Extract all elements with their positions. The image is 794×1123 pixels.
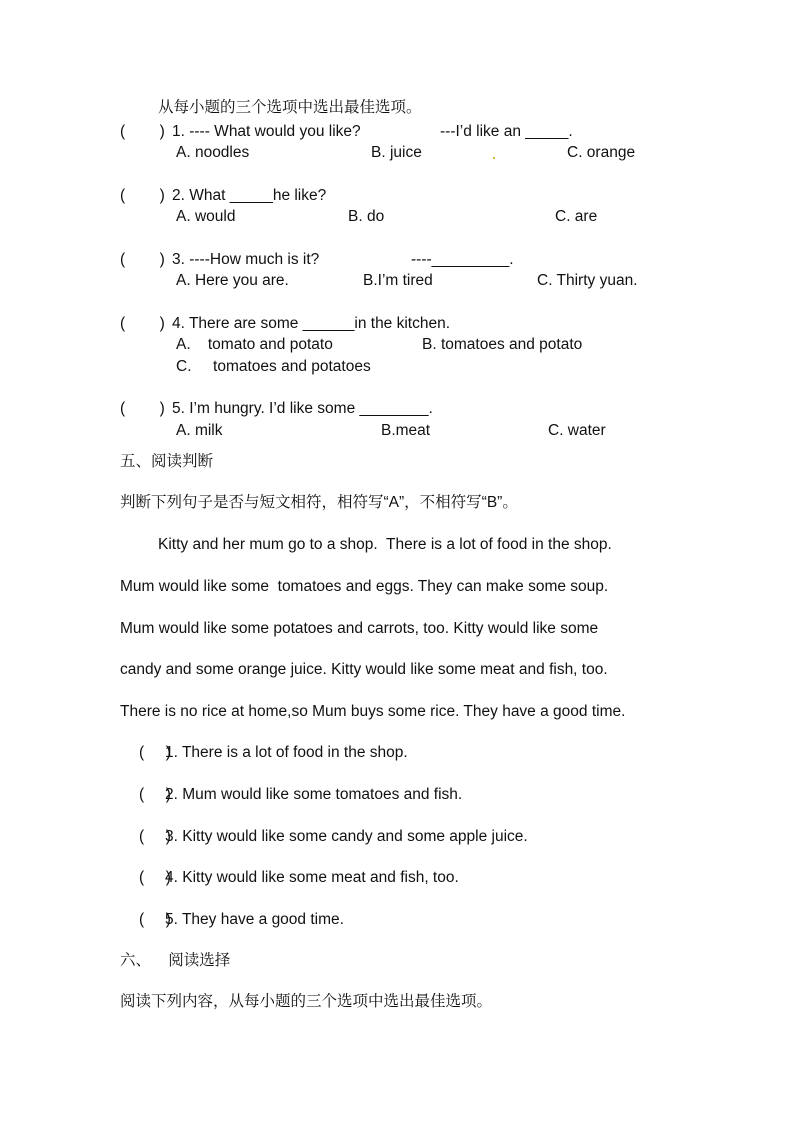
q4-option-b: B. tomatoes and potato	[422, 336, 583, 353]
q1-option-b: B. juice	[371, 144, 422, 161]
q1-stem: 1. ---- What would you like?	[172, 123, 361, 140]
q2-stem: 2. What _____he like?	[172, 187, 327, 204]
q3-option-a: A. Here you are.	[176, 272, 289, 289]
q4-answer-paren[interactable]: ( )	[120, 315, 165, 332]
stray-mark	[493, 157, 495, 159]
q3-option-b: B.I’m tired	[363, 272, 433, 289]
q3-option-c: C. Thirty yuan.	[537, 272, 638, 289]
statement-3-paren[interactable]: ( )	[139, 828, 171, 845]
q5-option-a: A. milk	[176, 422, 223, 439]
q3-answer-prompt: ----_________.	[411, 251, 514, 268]
passage-line-3: Mum would like some potatoes and carrots, too. Kitty would like some	[120, 620, 599, 637]
q1-option-c: C. orange	[567, 144, 636, 161]
q3-answer-paren[interactable]: ( )	[120, 251, 165, 268]
q4-stem: 4. There are some ______in the kitchen.	[172, 315, 451, 332]
statement-4-paren[interactable]: ( )	[139, 869, 171, 886]
statement-2-paren[interactable]: ( )	[139, 786, 171, 803]
statement-1-text: 1. There is a lot of food in the shop.	[165, 744, 408, 761]
statement-5-paren[interactable]: ( )	[139, 911, 171, 928]
q5-stem: 5. I’m hungry. I’d like some ________.	[172, 400, 433, 417]
q2-option-b: B. do	[348, 208, 385, 225]
section6-instruction: 阅读下列内容，从每小题的三个选项中选出最佳选项。	[120, 993, 493, 1010]
section6-title: 六、 阅读选择	[120, 952, 231, 969]
q1-option-a: A. noodles	[176, 144, 250, 161]
q5-option-c: C. water	[548, 422, 606, 439]
q1-answer-paren[interactable]: ( )	[120, 123, 165, 140]
statement-1-paren[interactable]: ( )	[139, 744, 171, 761]
statement-4-text: 4. Kitty would like some meat and fish, too.	[165, 869, 459, 886]
q1-answer-prompt: ---I’d like an _____.	[440, 123, 573, 140]
statement-2-text: 2. Mum would like some tomatoes and fish.	[165, 786, 463, 803]
section5-title: 五、阅读判断	[120, 453, 214, 470]
q2-option-a: A. would	[176, 208, 236, 225]
q5-answer-paren[interactable]: ( )	[120, 400, 165, 417]
passage-line-2: Mum would like some tomatoes and eggs. They can make some soup.	[120, 578, 609, 595]
q4-option-c: C. tomatoes and potatoes	[176, 358, 371, 375]
section5-instruction: 判断下列句子是否与短文相符，相符写“A”，不相符写“B”。	[120, 494, 518, 511]
q4-option-a: A. tomato and potato	[176, 336, 333, 353]
statement-5-text: 5. They have a good time.	[165, 911, 344, 928]
passage-line-1: Kitty and her mum go to a shop. There is a lot of food in the shop.	[158, 536, 612, 553]
section-intro: 从每小题的三个选项中选出最佳选项。	[158, 99, 422, 116]
q2-option-c: C. are	[555, 208, 598, 225]
q3-stem: 3. ----How much is it?	[172, 251, 320, 268]
passage-line-4: candy and some orange juice. Kitty would like some meat and fish, too.	[120, 661, 608, 678]
q2-answer-paren[interactable]: ( )	[120, 187, 165, 204]
q5-option-b: B.meat	[381, 422, 431, 439]
passage-line-5: There is no rice at home,so Mum buys some rice. They have a good time.	[120, 703, 626, 720]
statement-3-text: 3. Kitty would like some candy and some apple juice.	[165, 828, 528, 845]
